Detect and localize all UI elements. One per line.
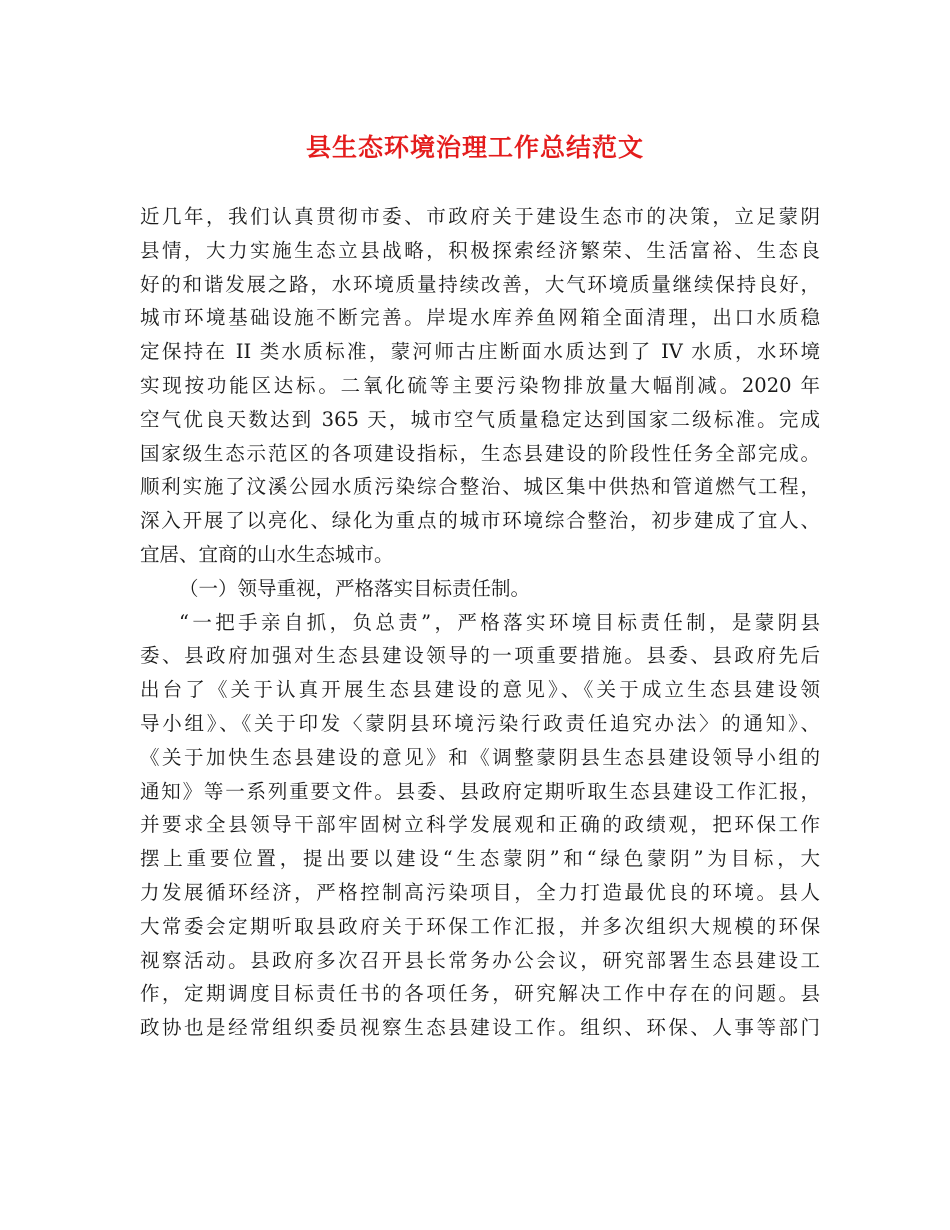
paragraph xyxy=(140,606,820,1045)
document-body xyxy=(140,200,820,1045)
text-line: 深入开展了以亮化、绿化为重点的城市环境综合整治，初步建成了宜人、 xyxy=(140,509,820,533)
text-line: 作，定期调度目标责任书的各项任务，研究解决工作中存在的问题。县 xyxy=(140,982,820,1006)
text-line: 出台了《关于认真开展生态县建设的意见》、《关于成立生态县建设领 xyxy=(140,678,820,702)
text-line: 定保持在 II 类水质标准，蒙河师古庄断面水质达到了 IV 水质，水环境 xyxy=(140,340,820,364)
text-line: “一把手亲自抓，负总责”，严格落实环境目标责任制，是蒙阴县 xyxy=(179,610,820,634)
text-line: 视察活动。县政府多次召开县长常务办公会议，研究部署生态县建设工 xyxy=(140,948,820,972)
paragraph xyxy=(140,200,820,572)
text-line: 导小组》、《关于印发〈蒙阴县环境污染行政责任追究办法〉的通知》、 xyxy=(140,711,820,735)
text-line: 实现按功能区达标。二氧化硫等主要污染物排放量大幅削减。2020 年 xyxy=(140,373,820,397)
section-heading xyxy=(140,572,820,606)
text-line: 城市环境基础设施不断完善。岸堤水库养鱼网箱全面清理，出口水质稳 xyxy=(140,306,820,330)
text-line: 县情，大力实施生态立县战略，积极探索经济繁荣、生活富裕、生态良 xyxy=(140,238,820,262)
text-line: 顺利实施了汶溪公园水质污染综合整治、城区集中供热和管道燃气工程， xyxy=(140,475,820,499)
text-line: 近几年，我们认真贯彻市委、市政府关于建设生态市的决策，立足蒙阴 xyxy=(140,205,820,228)
text-line: 大常委会定期听取县政府关于环保工作汇报，并多次组织大规模的环保 xyxy=(140,914,820,938)
text-line: 通知》等一系列重要文件。县委、县政府定期听取生态县建设工作汇报， xyxy=(140,779,820,803)
document-title: 县生态环境治理工作总结范文 xyxy=(305,133,644,162)
text-line: 宜居、宜商的山水生态城市。 xyxy=(140,542,394,566)
text-line: 力发展循环经济，严格控制高污染项目，全力打造最优良的环境。县人 xyxy=(140,880,820,904)
text-line: 委、县政府加强对生态县建设领导的一项重要措施。县委、县政府先后 xyxy=(140,644,820,668)
text-line: 《关于加快生态县建设的意见》和《调整蒙阴县生态县建设领导小组的 xyxy=(140,745,820,769)
text-line: 好的和谐发展之路，水环境质量持续改善，大气环境质量继续保持良好， xyxy=(140,272,820,296)
text-line: 摆上重要位置，提出要以建设“生态蒙阴”和“绿色蒙阴”为目标，大 xyxy=(140,847,820,871)
text-line: 空气优良天数达到 365 天，城市空气质量稳定达到国家二级标准。完成 xyxy=(140,407,820,431)
text-line: （一）领导重视，严格落实目标责任制。 xyxy=(179,576,531,600)
text-line: 国家级生态示范区的各项建设指标，生态县建设的阶段性任务全部完成。 xyxy=(140,441,820,465)
text-line: 政协也是经常组织委员视察生态县建设工作。组织、环保、人事等部门 xyxy=(140,1016,820,1040)
text-line: 并要求全县领导干部牢固树立科学发展观和正确的政绩观，把环保工作 xyxy=(140,813,820,837)
